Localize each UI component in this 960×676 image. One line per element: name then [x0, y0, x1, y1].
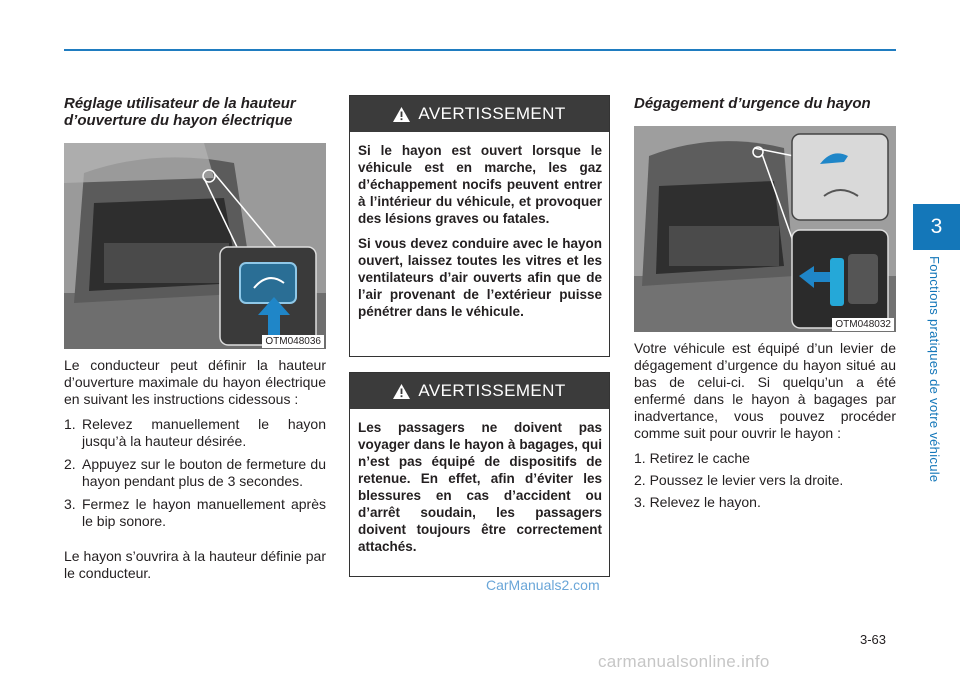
- list-item: 1. Retirez le cache: [634, 450, 750, 466]
- left-heading: Réglage utilisateur de la hauteur d’ouverture du hayon électrique: [64, 95, 296, 129]
- warning-header: [350, 373, 609, 409]
- left-body: [64, 357, 326, 408]
- list-item: 2. Poussez le levier vers la droite.: [634, 472, 844, 488]
- left-steps: [64, 416, 326, 530]
- warning-title: AVERTISSEMENT: [418, 104, 566, 123]
- site-watermark: CarManuals2.com: [486, 577, 600, 593]
- warning-triangle-icon: [393, 107, 410, 122]
- section-number: 3: [930, 215, 943, 238]
- warning-paragraph: Si le hayon est ouvert lorsque le véhicule est en marche, les gaz d’échappement nocifs peuvent entrer à l’intérieur du véhicule, et provoquer des lésions graves ou fatales.: [358, 143, 602, 226]
- warning-box-2: [349, 372, 610, 577]
- list-item: 3. Relevez le hayon.: [634, 494, 761, 510]
- warning-paragraph: Les passagers ne doivent pas voyager dans le hayon à bagages, qui n’est pas équipé de dispositifs de retenue. En effet, afin d’éviter les blessures en cas d’accident ou d’arrêt soudain, les passagers doivent toujours être correctement attachés.: [358, 420, 602, 554]
- tailgate-illustration: [64, 143, 326, 349]
- warning-paragraph: Si vous devez conduire avec le hayon ouvert, laissez toutes les vitres et les ventilateurs d’air ouverts afin que de l’air provenant de l’extérieur puisse pénétrer dans le véhicule.: [358, 236, 602, 319]
- right-body: [634, 340, 896, 442]
- top-rule: [64, 49, 896, 51]
- left-outro-block: [64, 548, 326, 582]
- warning-title: AVERTISSEMENT: [418, 381, 566, 400]
- footer-watermark: carmanualsonline.info: [598, 652, 770, 671]
- list-item: 3. Fermez le hayon manuellement après le bip sonore.: [64, 496, 326, 529]
- list-item: 2. Appuyez sur le bouton de fermeture du hayon pendant plus de 3 secondes.: [64, 456, 326, 489]
- page-number: 3-63: [860, 632, 887, 647]
- tailgate-photo: [64, 143, 326, 349]
- left-intro: Le conducteur peut définir la hauteur d’ouverture maximale du hayon électrique en suivant les instructions cidessous :: [64, 357, 326, 407]
- warning-header: [350, 96, 609, 132]
- warning-box-1: [349, 95, 610, 357]
- right-column: [634, 95, 896, 516]
- right-intro: Votre véhicule est équipé d’un levier de dégagement d’urgence du hayon situé au bas de celui-ci. Si quelqu’un a été enfermé dans le hayon à bagages par inadvertance, vous pouvez procéder comme suit pour ouvrir le hayon :: [634, 340, 896, 441]
- left-column: [64, 95, 326, 590]
- emergency-release-illustration: [634, 126, 896, 332]
- section-side-title: Fonctions pratiques de votre véhicule: [927, 256, 942, 483]
- right-steps: [634, 450, 896, 511]
- emergency-release-photo: [634, 126, 896, 332]
- warning-triangle-icon: [393, 384, 410, 399]
- right-heading: Dégagement d’urgence du hayon: [634, 95, 871, 112]
- warning-body: [350, 409, 609, 563]
- section-number-tab: [913, 204, 960, 250]
- warning-body: [350, 132, 609, 328]
- list-item: 1. Relevez manuellement le hayon jusqu’à la hauteur désirée.: [64, 416, 326, 449]
- image-code: OTM048036: [262, 335, 324, 348]
- image-code: OTM048032: [832, 318, 894, 331]
- left-outro: Le hayon s’ouvrira à la hauteur définie par le conducteur.: [64, 548, 326, 581]
